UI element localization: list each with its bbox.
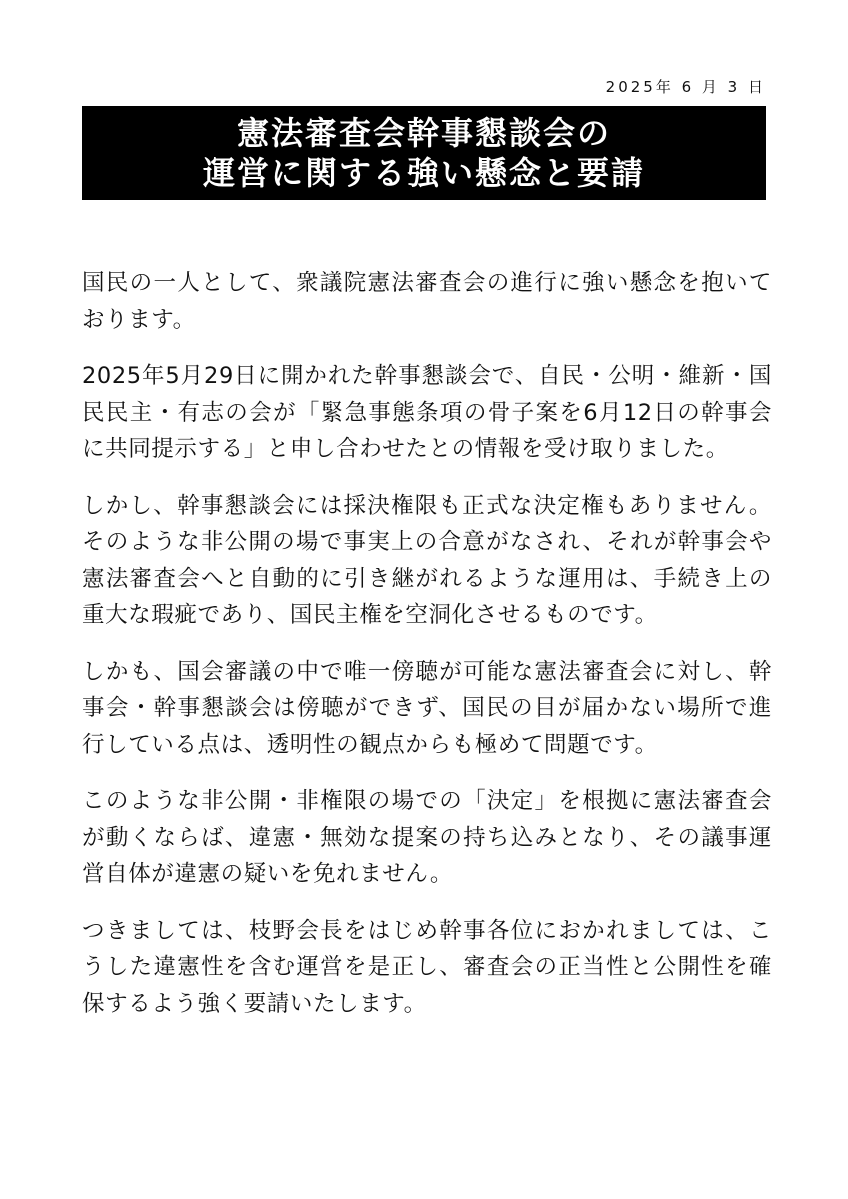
paragraph-concern: 国民の一人として、衆議院憲法審査会の進行に強い懸念を抱いております。 <box>82 270 772 333</box>
paragraph-request: つきましては、枝野会長をはじめ幹事各位におかれましては、こうした違憲性を含む運営を是正し、審査会の正当性と公開性を確保するよう強く要請いたします。 <box>82 917 772 1017</box>
title-line-1: 憲法審査会幹事懇談会の <box>236 114 611 152</box>
paragraph-no-authority: しかし、幹事懇談会には採決権限も正式な決定権もありません。そのような非公開の場で事実上の合意がなされ、それが幹事会や憲法審査会へと自動的に引き継がれるような運用は、手続き上の重大な瑕疵であり、国民主権を空洞化させるものです。 <box>82 492 772 628</box>
paragraph-unconstitutional: このような非公開・非権限の場での「決定」を根拠に憲法審査会が動くならば、違憲・無効な提案の持ち込みとなり、その議事運営自体が違憲の疑いを免れません。 <box>82 788 772 887</box>
document-date: 2025年 6 月 3 日 <box>605 78 766 96</box>
title-line-2: 運営に関する強い懸念と要請 <box>202 154 645 192</box>
document-body <box>82 265 772 1042</box>
paragraph-meeting-info: 2025年5月29日に開かれた幹事懇談会で、自民・公明・維新・国民民主・有志の会が「緊急事態条項の骨子案を6月12日の幹事会に共同提示する」と申し合わせたとの情報を受け取りました。 <box>82 363 772 462</box>
title-banner <box>82 106 766 200</box>
paragraph-transparency: しかも、国会審議の中で唯一傍聴が可能な憲法審査会に対し、幹事会・幹事懇談会は傍聴ができず、国民の目が届かない場所で進行している点は、透明性の観点からも極めて問題です。 <box>82 658 772 758</box>
